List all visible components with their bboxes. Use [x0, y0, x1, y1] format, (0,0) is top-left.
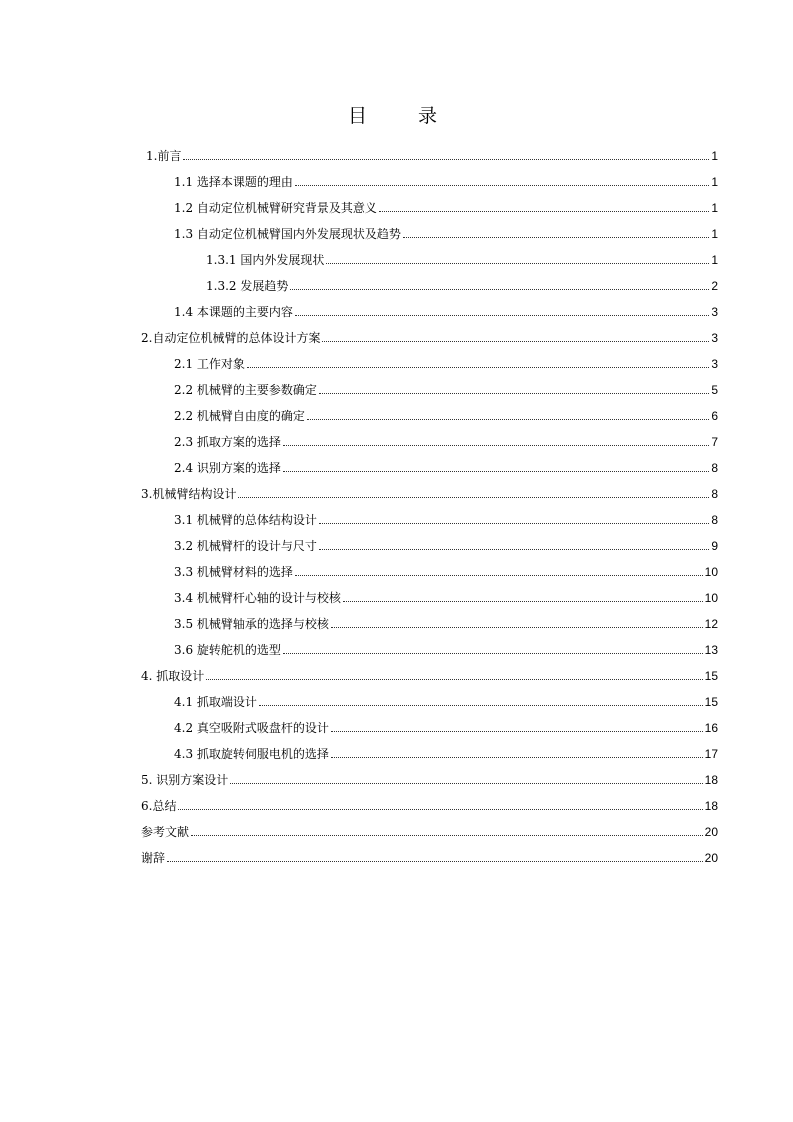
dot-leader	[230, 769, 702, 784]
toc-entry-page-number: 8	[711, 513, 718, 527]
toc-entry-page-number: 15	[704, 695, 718, 709]
toc-entry-label: 1.2 自动定位机械臂研究背景及其意义	[174, 201, 377, 215]
toc-entry-page-number: 1	[711, 149, 718, 163]
toc-entry-label: 2.自动定位机械臂的总体设计方案	[141, 331, 321, 345]
toc-entry-page-number: 12	[704, 617, 718, 631]
toc-entry-page-number: 3	[711, 305, 718, 319]
dot-leader	[259, 691, 703, 706]
toc-entry-label: 1.3.2 发展趋势	[206, 279, 289, 293]
dot-leader	[247, 353, 709, 368]
toc-entry-page-number: 3	[711, 331, 718, 345]
dot-leader	[331, 717, 703, 732]
dot-leader	[331, 743, 703, 758]
toc-entry-label: 6.总结	[141, 799, 177, 813]
toc-entry[interactable]	[0, 190, 793, 216]
toc-entry[interactable]	[0, 632, 793, 658]
toc-entry-page-number: 18	[704, 799, 718, 813]
toc-entry-label: 3.2 机械臂杆的设计与尺寸	[174, 539, 317, 553]
page-title: 目 录	[347, 105, 453, 127]
toc-entry-label: 3.6 旋转舵机的选型	[174, 643, 281, 657]
toc-entry[interactable]	[0, 788, 793, 814]
dot-leader	[283, 457, 709, 472]
toc-entry[interactable]	[0, 216, 793, 242]
dot-leader	[319, 535, 709, 550]
toc-entry-label: 参考文献	[141, 825, 190, 839]
toc-entry-page-number: 2	[711, 279, 718, 293]
dot-leader	[167, 847, 703, 862]
dot-leader	[206, 665, 702, 680]
toc-entry[interactable]	[0, 528, 793, 554]
toc-entry[interactable]	[0, 710, 793, 736]
toc-entry-label: 1.3 自动定位机械臂国内外发展现状及趋势	[174, 227, 401, 241]
toc-entry[interactable]	[0, 164, 793, 190]
dot-leader	[403, 223, 709, 238]
toc-entry[interactable]	[0, 658, 793, 684]
toc-entry[interactable]	[0, 684, 793, 710]
toc-entry[interactable]	[0, 606, 793, 632]
toc-entry-label: 1.3.1 国内外发展现状	[206, 253, 325, 267]
toc-entry-label: 3.3 机械臂材料的选择	[174, 565, 293, 579]
dot-leader	[295, 301, 709, 316]
dot-leader	[331, 613, 703, 628]
dot-leader	[319, 509, 709, 524]
toc-entry[interactable]	[0, 762, 793, 788]
toc-entry[interactable]	[0, 814, 793, 840]
toc-entry-label: 1.4 本课题的主要内容	[174, 305, 293, 319]
toc-entry-page-number: 20	[704, 825, 718, 839]
toc-entry-page-number: 20	[704, 851, 718, 865]
toc-entry-label: 4.2 真空吸附式吸盘杆的设计	[174, 721, 329, 735]
dot-leader	[183, 145, 709, 160]
toc-entry-page-number: 8	[711, 461, 718, 475]
dot-leader	[178, 795, 702, 810]
toc-entry[interactable]	[0, 450, 793, 476]
toc-entry-page-number: 8	[711, 487, 718, 501]
toc-entry-label: 2.1 工作对象	[174, 357, 245, 371]
dot-leader	[238, 483, 709, 498]
dot-leader	[290, 275, 709, 290]
toc-entry-label: 4.3 抓取旋转伺服电机的选择	[174, 747, 329, 761]
toc-entry-page-number: 6	[711, 409, 718, 423]
toc-entry-page-number: 7	[711, 435, 718, 449]
toc-entry[interactable]	[0, 398, 793, 424]
toc-entry-label: 1.1 选择本课题的理由	[174, 175, 293, 189]
toc-entry-page-number: 3	[711, 357, 718, 371]
toc-entry[interactable]	[0, 424, 793, 450]
toc-entry-page-number: 18	[704, 773, 718, 787]
dot-leader	[319, 379, 709, 394]
toc-entry[interactable]	[0, 320, 793, 346]
toc-entry-label: 4.1 抓取端设计	[174, 695, 257, 709]
toc-entry[interactable]	[0, 840, 793, 866]
toc-entry[interactable]	[0, 294, 793, 320]
toc-entry[interactable]	[0, 502, 793, 528]
toc-entry-page-number: 15	[704, 669, 718, 683]
toc-entry[interactable]	[0, 476, 793, 502]
toc-entry-page-number: 10	[704, 591, 718, 605]
dot-leader	[326, 249, 709, 264]
toc-entry[interactable]	[0, 736, 793, 762]
toc-entry-page-number: 10	[704, 565, 718, 579]
toc-entry-page-number: 5	[711, 383, 718, 397]
dot-leader	[191, 821, 703, 836]
dot-leader	[379, 197, 709, 212]
dot-leader	[322, 327, 709, 342]
toc-entry-label: 5. 识别方案设计	[141, 773, 229, 787]
dot-leader	[307, 405, 709, 420]
toc-entry-page-number: 9	[711, 539, 718, 553]
toc-entry-label: 3.1 机械臂的总体结构设计	[174, 513, 317, 527]
toc-entry-page-number: 1	[711, 201, 718, 215]
toc-entry-page-number: 1	[711, 227, 718, 241]
toc-entry[interactable]	[0, 372, 793, 398]
toc-entry[interactable]	[0, 580, 793, 606]
toc-entry-label: 2.2 机械臂自由度的确定	[174, 409, 305, 423]
toc-entry-label: 2.2 机械臂的主要参数确定	[174, 383, 317, 397]
toc-entry-label: 谢辞	[141, 851, 166, 865]
toc-entry-page-number: 13	[704, 643, 718, 657]
toc-entry[interactable]	[0, 138, 793, 164]
toc-entry-page-number: 1	[711, 175, 718, 189]
dot-leader	[283, 639, 703, 654]
toc-entry-label: 2.4 识别方案的选择	[174, 461, 281, 475]
toc-entry-page-number: 1	[711, 253, 718, 267]
toc-entry-label: 4. 抓取设计	[141, 669, 205, 683]
toc-entry-label: 3.机械臂结构设计	[141, 487, 237, 501]
dot-leader	[295, 561, 703, 576]
toc-entry[interactable]	[0, 554, 793, 580]
toc-entry[interactable]	[0, 268, 793, 294]
toc-entry-label: 2.3 抓取方案的选择	[174, 435, 281, 449]
toc-entry[interactable]	[0, 242, 793, 268]
dot-leader	[343, 587, 703, 602]
toc-entry-page-number: 16	[704, 721, 718, 735]
toc-entry-label: 1.前言	[146, 149, 182, 163]
toc-entry-label: 3.5 机械臂轴承的选择与校核	[174, 617, 329, 631]
toc-entry-page-number: 17	[704, 747, 718, 761]
dot-leader	[295, 171, 709, 186]
dot-leader	[283, 431, 709, 446]
toc-entry[interactable]	[0, 346, 793, 372]
toc-entry-label: 3.4 机械臂杆心轴的设计与校核	[174, 591, 341, 605]
